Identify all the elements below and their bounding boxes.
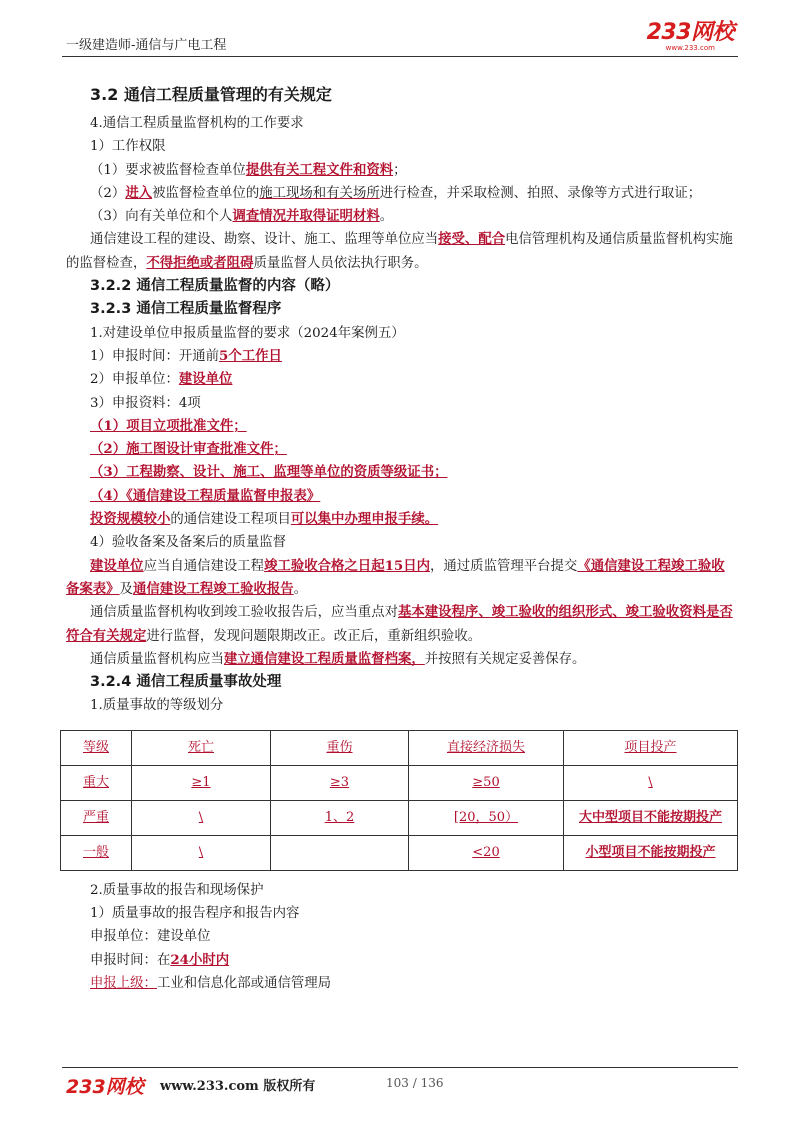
logo-url: www.233.com — [665, 44, 715, 52]
report-time-line — [66, 949, 736, 972]
table-cell: 小型项目不能按期投产 — [564, 835, 738, 870]
footer-divider — [62, 1067, 738, 1068]
table-header-cell: 重伤 — [271, 730, 409, 765]
authority-line-2 — [66, 182, 736, 205]
key-phrase: 施工现场和有关场所 — [259, 185, 380, 201]
table-header-cell: 项目投产 — [564, 730, 738, 765]
report-docs: 3）申报资料：4项 — [90, 395, 201, 411]
key-phrase: 通信建设工程竣工验收报告 — [132, 580, 294, 597]
text: 通信建设工程的建设、勘察、设计、施工、监理等单位应当 — [90, 232, 439, 248]
text: 的通信建设工程项目 — [170, 512, 291, 528]
key-phrase: 24小时内 — [170, 951, 230, 968]
table-cell: ≥3 — [271, 765, 409, 800]
text: 。 — [379, 209, 394, 225]
text: 电信管理机构及通信质量监督机构实施的监督检查， — [66, 232, 733, 271]
table-cell: 一般 — [61, 835, 132, 870]
text: （3）向有关单位和个人 — [90, 209, 233, 225]
requirements-heading: 1.对建设单位申报质量监督的要求（2024年案例五） — [90, 325, 405, 341]
table-header-row — [61, 730, 738, 765]
text: 质量监督人员依法执行职务。 — [253, 255, 428, 271]
brand-logo[interactable] — [647, 22, 734, 52]
text: 通信质量监督机构应当 — [90, 651, 224, 667]
text: 2）申报单位： — [90, 372, 179, 388]
key-phrase: 5个工作日 — [219, 347, 282, 364]
heading-3-2-4: 3.2.4 通信工程质量事故处理 — [90, 674, 282, 691]
key-phrase: 基本建设程序、竣工验收的组织形式、竣工验收资料是否符合有关规定 — [66, 604, 733, 644]
acceptance-heading: 4）验收备案及备案后的质量监督 — [90, 535, 286, 551]
text: 通信质量监督机构收到竣工验收报告后，应当重点对 — [90, 605, 398, 621]
heading-3-2-3: 3.2.3 通信工程质量监督程序 — [90, 301, 282, 318]
key-phrase: 可以集中办理申报手续。 — [290, 511, 439, 528]
text: 并按照有关规定妥善保存。 — [424, 651, 586, 667]
key-phrase: 《通信建设工程竣工验收备案表》 — [66, 557, 725, 597]
text: 1）申报时间：开通前 — [90, 348, 220, 364]
key-phrase: 进入 — [125, 184, 153, 201]
heading-3-2-2: 3.2.2 通信工程质量监督的内容（略） — [90, 278, 340, 295]
key-phrase: （3）工程勘察、设计、施工、监理等单位的资质等级证书； — [90, 464, 448, 481]
table-cell: [20，50） — [409, 800, 564, 835]
grade-heading: 1.质量事故的等级划分 — [90, 698, 224, 714]
authority-heading: 1）工作权限 — [90, 139, 166, 155]
text: 应当自通信建设工程 — [143, 558, 265, 574]
doc-item-1 — [66, 415, 736, 438]
page-number: 103 / 136 — [386, 1076, 444, 1090]
key-phrase: （4）《通信建设工程质量监督申报表》 — [90, 487, 321, 504]
logo-text: 233网校 — [646, 20, 734, 45]
text: 进行监督，发现问题限期改正。改正后，重新组织验收。 — [146, 628, 482, 644]
doc-item-3 — [66, 461, 736, 484]
table-header-cell: 死亡 — [132, 730, 271, 765]
acceptance-paragraph-1 — [66, 555, 736, 602]
table-cell — [271, 835, 409, 870]
text: 进行检查，并采取检测、拍照、录像等方式进行取证； — [379, 185, 702, 201]
text: 及 — [119, 581, 133, 597]
key-phrase: 接受、配合 — [438, 231, 506, 248]
doc-header-title: 一级建造师-通信与广电工程 — [66, 38, 227, 53]
table-header-cell: 等级 — [61, 730, 132, 765]
header-divider — [62, 56, 738, 57]
authority-line-1 — [66, 159, 736, 182]
text: 被监督检查单位的 — [152, 185, 260, 201]
table-cell: 重大 — [61, 765, 132, 800]
text: 申报时间：在 — [90, 952, 171, 968]
key-phrase: （2）施工图设计审查批准文件； — [90, 441, 287, 458]
text: 工业和信息化部或通信管理局 — [156, 975, 332, 991]
table-header-cell: 直接经济损失 — [409, 730, 564, 765]
footer-logo[interactable]: 233网校 — [66, 1076, 144, 1098]
text: ； — [393, 162, 407, 178]
key-phrase: 投资规模较小 — [90, 511, 171, 528]
page-content — [66, 84, 736, 995]
footer-copyright[interactable]: www.233.com 版权所有 — [160, 1079, 316, 1094]
item-4-heading: 4.通信工程质量监督机构的工作要求 — [90, 116, 304, 131]
text: 。 — [293, 581, 308, 597]
key-phrase: 竣工验收合格之日起15日内 — [264, 557, 431, 574]
key-phrase: 建设单位 — [90, 557, 144, 574]
table-row — [61, 800, 738, 835]
doc-item-2 — [66, 438, 736, 461]
doc-item-4 — [66, 485, 736, 508]
key-phrase: （1）项目立项批准文件； — [90, 417, 247, 434]
key-phrase: 调查情况并取得证明材料 — [232, 208, 380, 225]
report-heading: 2.质量事故的报告和现场保护 — [90, 882, 264, 898]
key-phrase: 建设单位 — [178, 371, 233, 388]
table-cell: ≥50 — [409, 765, 564, 800]
table-cell: \ — [132, 835, 271, 870]
text: （2） — [90, 185, 126, 201]
text: （1）要求被监督检查单位 — [90, 162, 246, 178]
report-unit-line: 申报单位：建设单位 — [90, 929, 211, 945]
accident-grade-table — [60, 730, 738, 871]
acceptance-paragraph-3 — [66, 648, 736, 671]
key-phrase: 提供有关工程文件和资料 — [245, 161, 394, 178]
table-cell: \ — [132, 800, 271, 835]
key-phrase: 不得拒绝或者阻碍 — [146, 254, 254, 271]
report-unit — [66, 368, 736, 391]
table-cell: ≥1 — [132, 765, 271, 800]
table-row — [61, 765, 738, 800]
report-upper-line — [66, 972, 736, 995]
table-cell: <20 — [409, 835, 564, 870]
table-cell: \ — [564, 765, 738, 800]
key-phrase: 建立通信建设工程质量监督档案， — [223, 650, 425, 667]
authority-line-3 — [66, 205, 736, 228]
table-cell: 严重 — [61, 800, 132, 835]
report-time — [66, 345, 736, 368]
text: ，通过质监管理平台提交 — [430, 558, 578, 574]
acceptance-paragraph-2 — [66, 601, 736, 648]
table-cell: 大中型项目不能按期投产 — [564, 800, 738, 835]
table-row — [61, 835, 738, 870]
paragraph-cooperation — [66, 228, 736, 275]
key-phrase: 申报上级： — [90, 975, 157, 991]
report-sub-heading: 1）质量事故的报告程序和报告内容 — [90, 906, 300, 922]
small-project-note — [66, 508, 736, 531]
table-cell: 1、2 — [271, 800, 409, 835]
section-title: 3.2 通信工程质量管理的有关规定 — [90, 85, 332, 104]
